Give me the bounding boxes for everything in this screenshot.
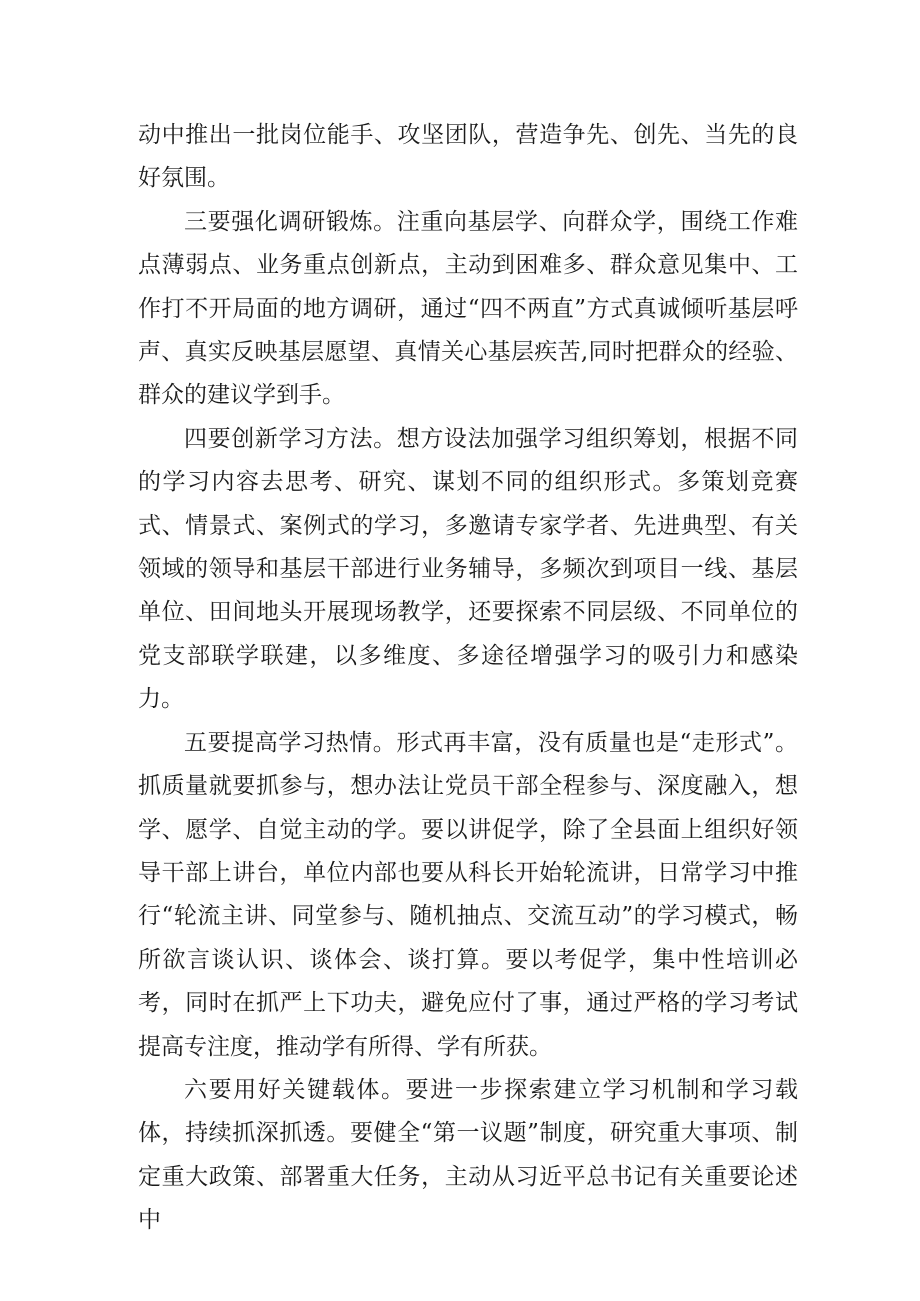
- paragraph-continuation: 动中推出一批岗位能手、攻坚团队，营造争先、创先、当先的良好氛围。: [138, 122, 798, 192]
- paragraph-methods: 四要创新学习方法。想方设法加强学习组织筹划，根据不同的学习内容去思考、研究、谋划不同的组织形式。多策划竞赛式、情景式、案例式的学习，多邀请专家学者、先进典型、有关领域的领导和基层干部进行业务辅导，多频次到项目一线、基层单位、田间地头开展现场教学，还要探索不同层级、不同单位的党支部联学联建，以多维度、多途径增强学习的吸引力和感染力。: [138, 425, 798, 713]
- document-body: [138, 114, 798, 1243]
- paragraph-enthusiasm: 五要提高学习热情。形式再丰富，没有质量也是“走形式”。抓质量就要抓参与，想办法让党员干部全程参与、深度融入，想学、愿学、自觉主动的学。要以讲促学，除了全县面上组织好领导干部上讲台，单位内部也要从科长开始轮流讲，日常学习中推行“轮流主讲、同堂参与、随机抽点、交流互动”的学习模式，畅所欲言谈认识、谈体会、谈打算。要以考促学，集中性培训必考，同时在抓严上下功夫，避免应付了事，通过严格的学习考试提高专注度，推动学有所得、学有所获。: [138, 729, 798, 1060]
- paragraph-research: 三要强化调研锻炼。注重向基层学、向群众学，围绕工作难点薄弱点、业务重点创新点，主动到困难多、群众意见集中、工作打不开局面的地方调研，通过“四不两直”方式真诚倾听基层呼声、真实反映基层愿望、真情关心基层疾苦,同时把群众的经验、群众的建议学到手。: [138, 208, 798, 409]
- paragraph-carriers: 六要用好关键载体。要进一步探索建立学习机制和学习载体，持续抓深抓透。要健全“第一议题”制度，研究重大事项、制定重大政策、部署重大任务，主动从习近平总书记有关重要论述中: [138, 1076, 798, 1234]
